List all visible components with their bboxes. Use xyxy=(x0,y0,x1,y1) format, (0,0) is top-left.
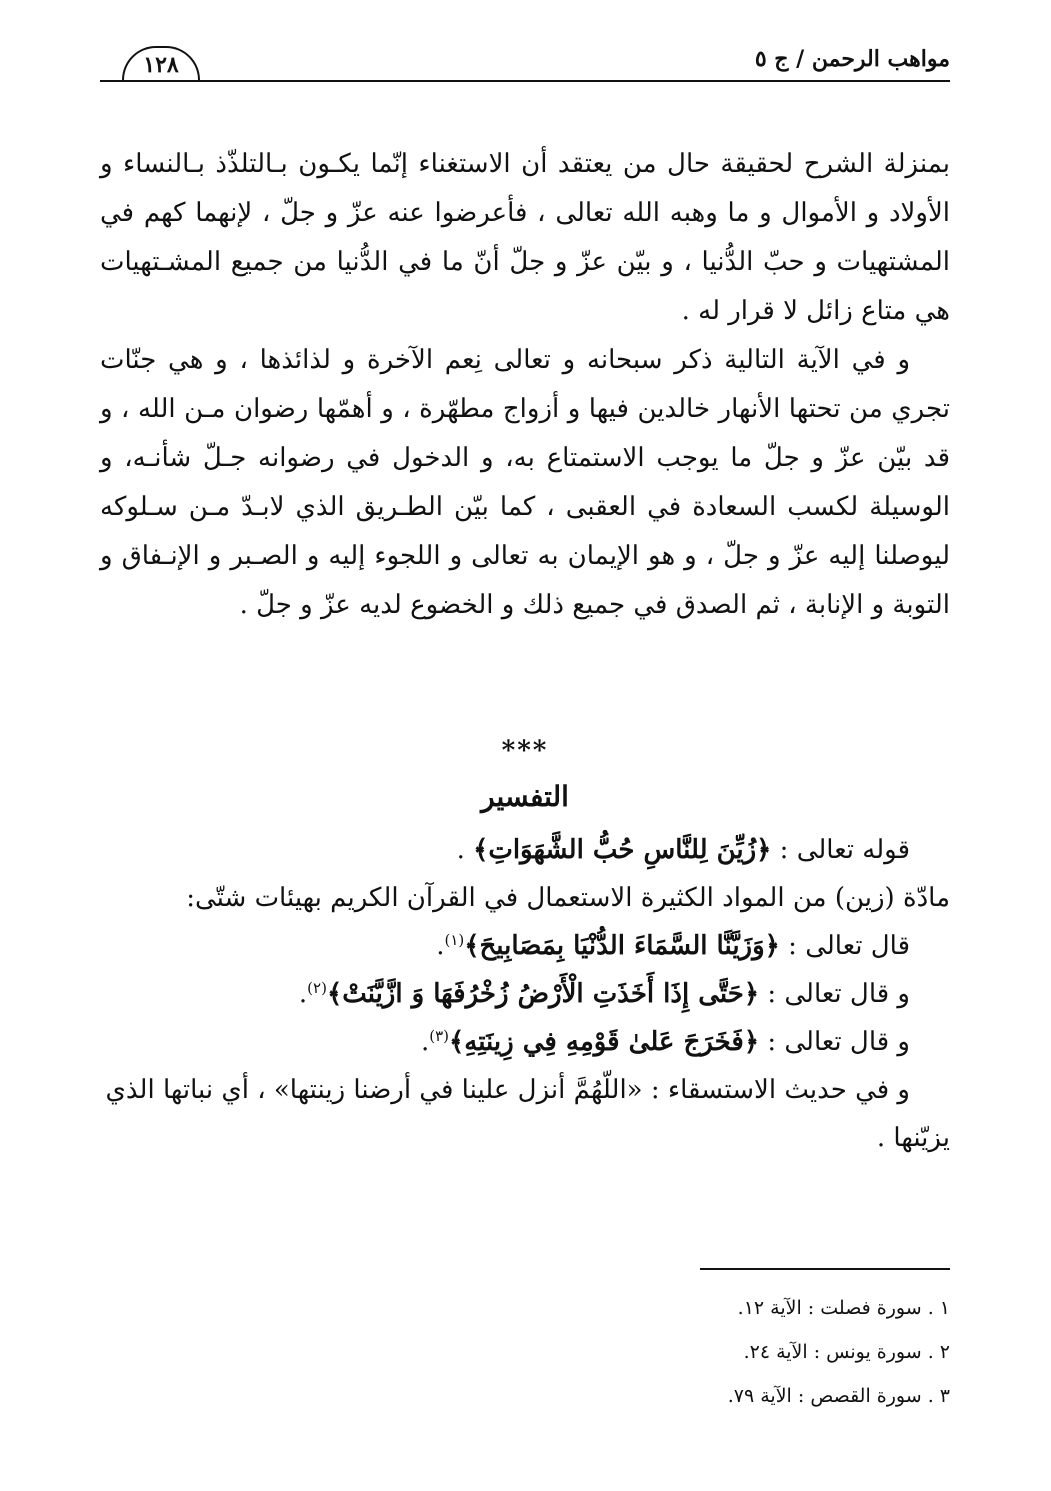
page-number: ١٢٨ xyxy=(122,46,200,80)
tafsir-line xyxy=(100,922,950,970)
tafsir-section xyxy=(100,826,950,1162)
tafsir-line xyxy=(100,826,950,874)
footnotes xyxy=(100,1286,950,1418)
footnote-ref: (٢) xyxy=(307,979,327,997)
quran-verse: ﴿حَتَّى إِذَا أَخَذَتِ الْأَرْضُ زُخْرُفَهَا وَ ازَّيَّنَتْ﴾ xyxy=(326,979,760,1009)
line-text: قال تعالى : xyxy=(779,931,910,961)
quran-verse: ﴿فَخَرَجَ عَلىٰ قَوْمِهِ فِي زِينَتِهِ﴾ xyxy=(449,1027,760,1057)
footnote: ٢ . سورة يونس : الآية ٢٤. xyxy=(743,1341,950,1363)
body-text xyxy=(100,140,950,630)
line-text: . xyxy=(298,979,308,1009)
line-text: . xyxy=(420,1027,430,1057)
line-text: . xyxy=(436,931,445,961)
tafsir-line xyxy=(100,1018,950,1066)
footnote: ١ . سورة فصلت : الآية ١٢. xyxy=(737,1297,950,1319)
line-text: و قال تعالى : xyxy=(759,979,910,1009)
footnote-ref: (١) xyxy=(444,931,465,949)
tafsir-line: و في حديث الاستسقاء : «اللّهُمَّ أنزل علينا في أرضنا زينتها» ، أي نباتها الذي يزيّنها . xyxy=(105,1075,950,1153)
line-text: قوله تعالى : xyxy=(771,835,910,865)
paragraph: و في الآية التالية ذكر سبحانه و تعالى نِعم الآخرة و لذائذها ، و هي جنّات تجري من تحتها الأنهار خالدين فيها و أزواج مطهّرة ، و أهمّها رضوان مـن الله ، و قد بيّن عزّ و جلّ ما يوجب الاستمتاع به، و الدخول في رضوانه جـلّ شأنـه، و الوسيلة لكسب السعادة في العقبى ، كما بيّن الطـريق الذي لابـدّ مـن سـلوكه ليوصلنا إليه عزّ و جلّ ، و هو الإيمان به تعالى و اللجوء إليه و الصـبر و الإنـفاق و التوبة و الإنابة ، ثم الصدق في جميع ذلك و الخضوع لديه عزّ و جلّ . xyxy=(100,345,950,620)
page-header xyxy=(100,40,950,90)
line-text: . xyxy=(456,835,474,865)
line-text: و قال تعالى : xyxy=(759,1027,910,1057)
paragraph-continued: بمنزلة الشرح لحقيقة حال من يعتقد أن الاستغناء إنّما يكـون بـالتلذّذ بـالنساء و الأولاد و الأموال و ما وهبه الله تعالى ، فأعرضوا عنه عزّ و جلّ ، لإنهما كهم في المشتهيات و حبّ الدُّنيا ، و بيّن عزّ و جلّ أنّ ما في الدُّنيا من جميع المشـتهيات هي متاع زائل لا قرار له . xyxy=(100,149,950,326)
header-rule xyxy=(100,80,950,82)
quran-verse: ﴿زُيِّنَ لِلنَّاسِ حُبُّ الشَّهَوَاتِ﴾ xyxy=(473,835,772,865)
footnote: ٣ . سورة القصص : الآية ٧٩. xyxy=(727,1385,950,1407)
footnote-ref: (٣) xyxy=(429,1027,450,1045)
section-separator: *** xyxy=(501,736,549,766)
tafsir-line: مادّة (زين) من المواد الكثيرة الاستعمال في القرآن الكريم بهيئات شتّى: xyxy=(186,883,950,913)
section-title: التفسير xyxy=(481,780,569,813)
quran-verse: ﴿وَزَيَّنَّا السَّمَاءَ الدُّنْيَا بِمَصَابِيحَ﴾ xyxy=(464,931,780,961)
running-title: مواهب الرحمن / ج ٥ xyxy=(754,46,950,72)
footnote-rule xyxy=(700,1268,950,1270)
tafsir-line xyxy=(100,970,950,1018)
